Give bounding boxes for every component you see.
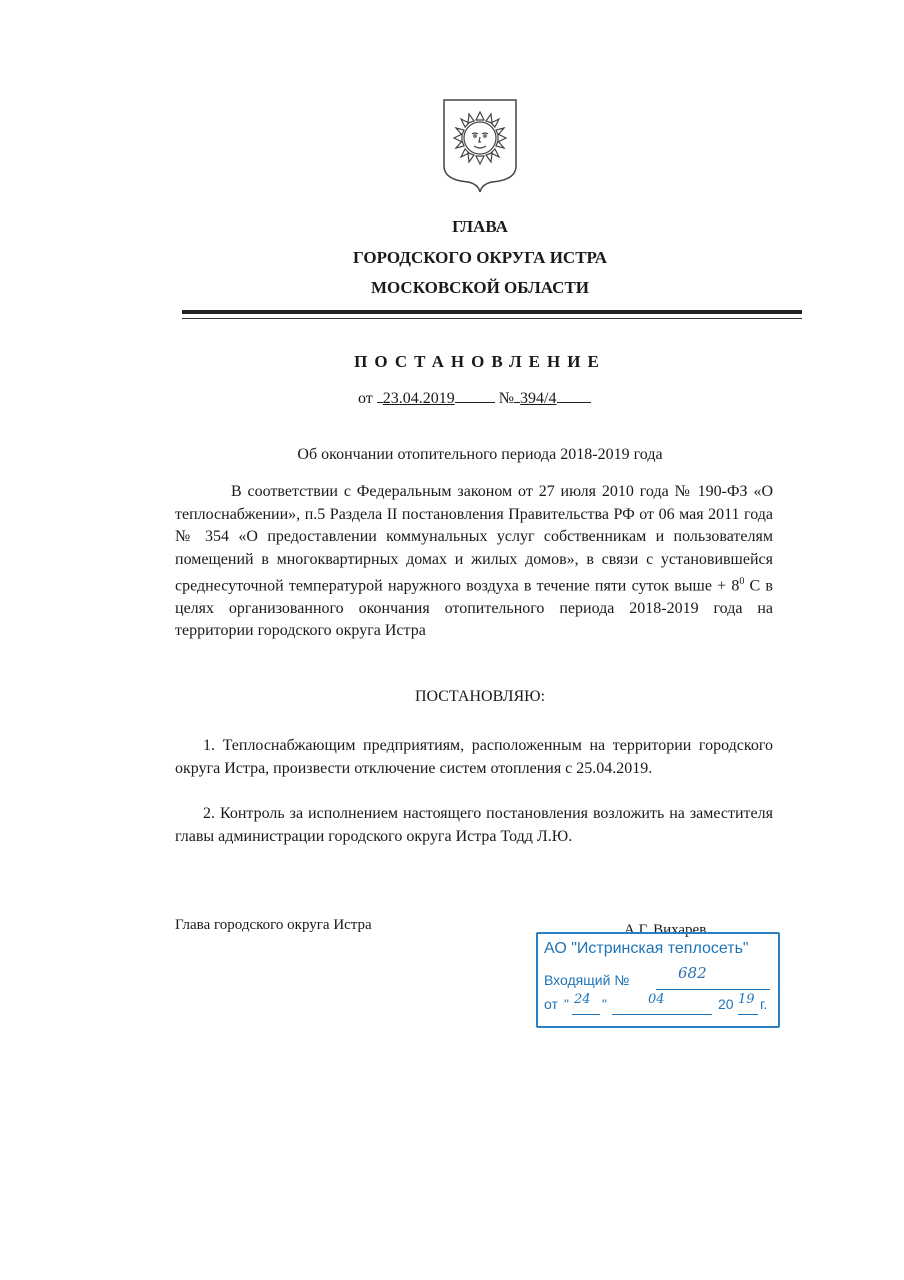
number-fill-right — [557, 388, 591, 403]
preamble-superscript: 0 — [739, 576, 745, 587]
number-prefix: № — [498, 390, 515, 407]
date-fill-right — [455, 388, 495, 403]
header-title: ГЛАВА — [452, 217, 508, 236]
document-date: 23.04.2019 — [382, 390, 455, 407]
coat-of-arms-icon — [440, 96, 520, 196]
decree-item-2: 2. Контроль за исполнением настоящего постановления возложить на заместителя главы администрации городского округа Истра Тодд Л.Ю. — [175, 805, 773, 845]
stamp-year-suffix: 19 — [738, 992, 755, 1007]
stamp-from-label: от — [544, 996, 558, 1012]
stamp-organization: АО "Истринская теплосеть" — [544, 940, 749, 957]
document-number: 394/4 — [520, 390, 557, 407]
date-prefix: от — [358, 390, 373, 407]
signatory-name: А.Г. Вихарев — [624, 922, 707, 938]
stamp-month-line — [612, 1014, 712, 1015]
decree-heading: ПОСТАНОВЛЯЮ: — [414, 688, 546, 705]
stamp-month: 04 — [648, 992, 665, 1007]
header-divider-thick — [182, 310, 802, 314]
header-district: ГОРОДСКОГО ОКРУГА ИСТРА — [352, 248, 608, 267]
stamp-quote-close: " — [602, 996, 607, 1012]
preamble-text-2: С в целях организованного окончания отопительного периода 2018-2019 года на территории городского округа Истра — [175, 577, 773, 640]
stamp-day-line — [572, 1014, 600, 1015]
header-divider-thin — [182, 318, 802, 319]
stamp-year-unit: г. — [760, 996, 768, 1012]
header-region: МОСКОВСКОЙ ОБЛАСТИ — [370, 278, 590, 297]
signatory-title: Глава городского округа Истра — [175, 917, 372, 933]
stamp-incoming-line — [656, 989, 770, 990]
stamp-year-line — [738, 1014, 758, 1015]
stamp-year-prefix: 20 — [718, 996, 734, 1012]
stamp-day: 24 — [574, 992, 591, 1007]
stamp-incoming-label: Входящий № — [544, 972, 630, 988]
stamp-incoming-number: 682 — [678, 964, 707, 982]
incoming-stamp — [536, 932, 780, 1028]
stamp-quote-open: " — [564, 996, 569, 1012]
document-subject: Об окончании отопительного периода 2018-2019 года — [297, 446, 663, 463]
preamble-text-1: В соответствии с Федеральным законом от 27 июля 2010 года № 190-ФЗ «О теплоснабжении», п.5 Раздела II постановления Правительства РФ от 06 мая 2011 года № 354 «О предоставлении коммунальных услуг собственникам и пользователям помещений в многоквартирных домах и жилых домов», в связи с установившейся среднесуточной температурой наружного воздуха в течение пяти суток выше + 8 — [175, 483, 773, 595]
document-type: ПОСТАНОВЛЕНИЕ — [354, 352, 606, 371]
decree-item-1: 1. Теплоснабжающим предприятиям, расположенным на территории городского округа Истра, произвести отключение систем отопления с 25.04.2019. — [175, 737, 773, 777]
preamble-paragraph — [175, 481, 773, 643]
document-date-number — [358, 388, 591, 408]
